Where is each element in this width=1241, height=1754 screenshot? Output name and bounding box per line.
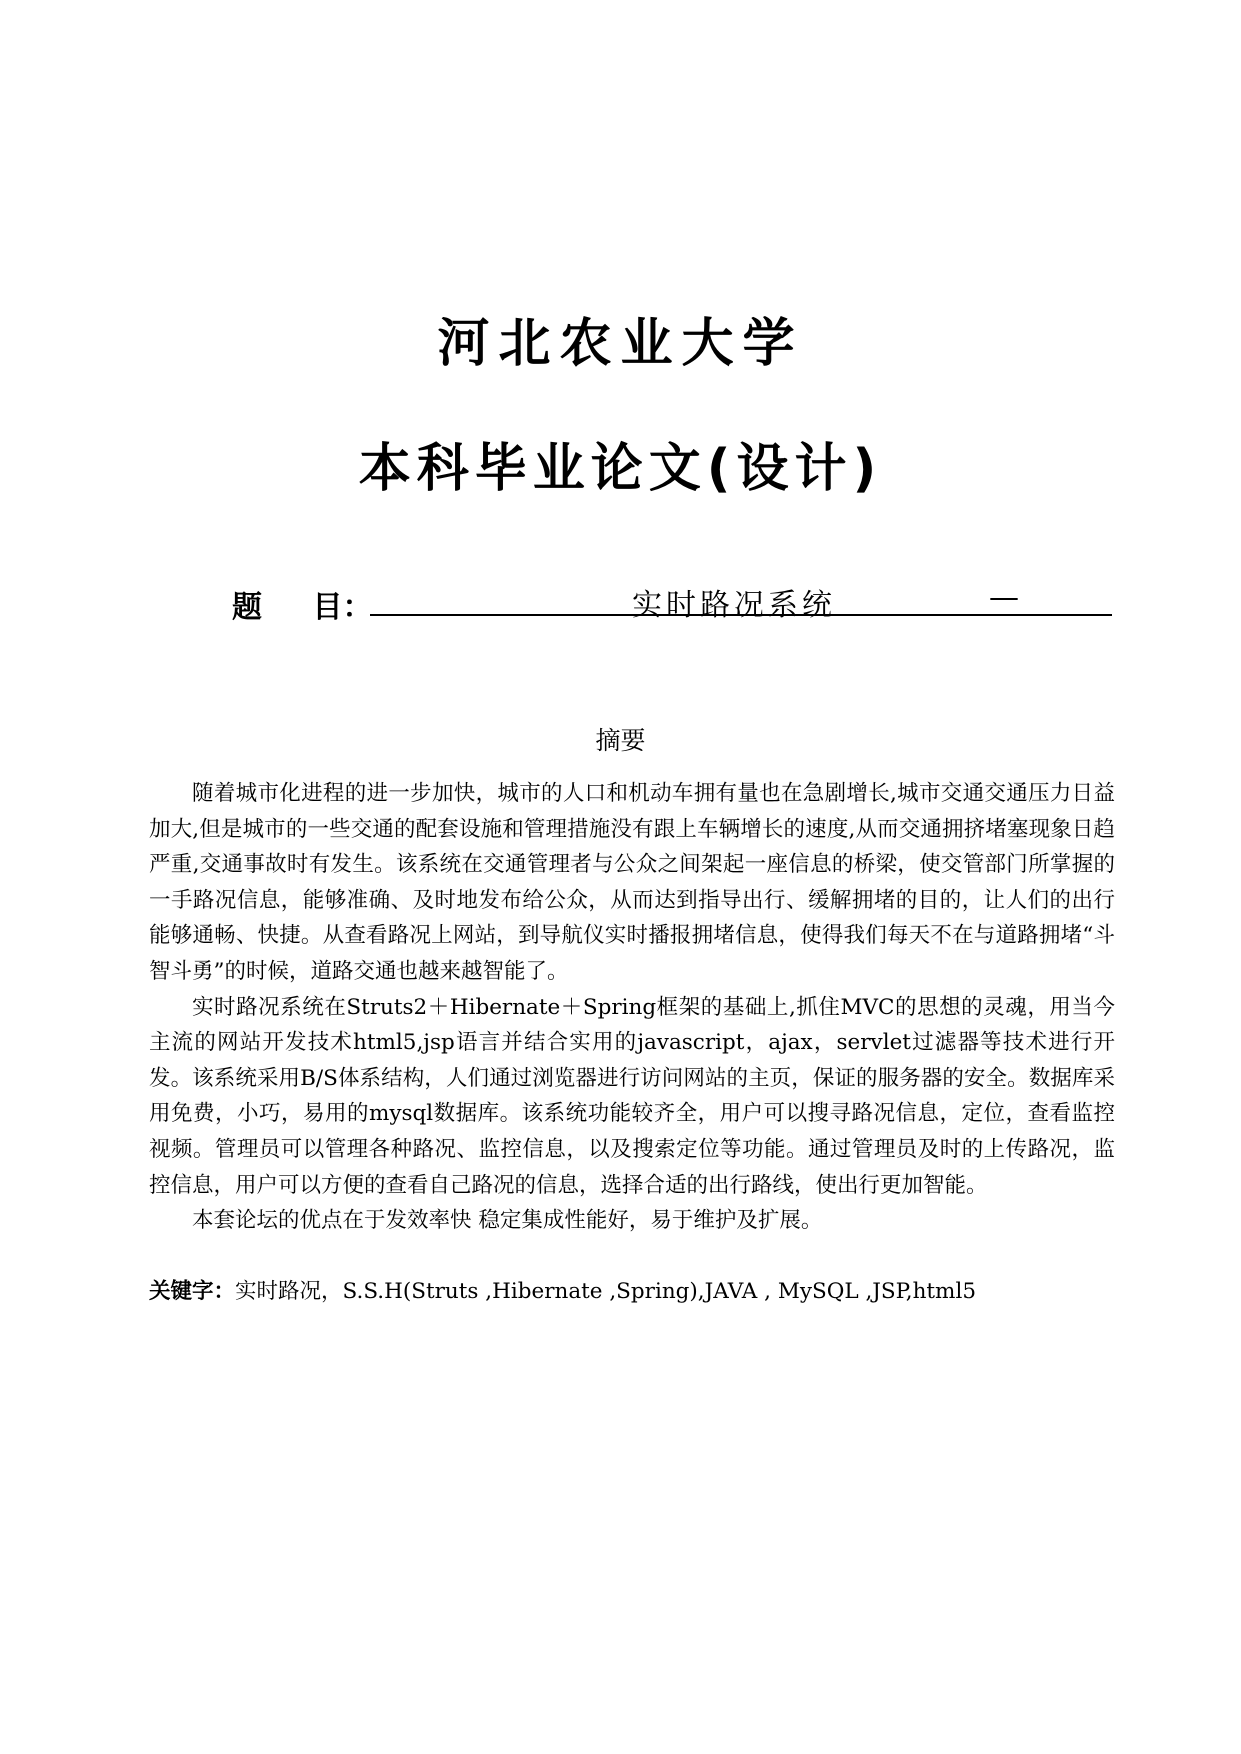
keywords-value: 实时路况，S.S.H(Struts ,Hibernate ,Spring),JAVA , MySQL ,JSP,html5: [235, 1279, 976, 1304]
document-type-heading: 本科毕业论文(设计): [358, 439, 883, 499]
thesis-title-row: [232, 580, 1112, 625]
abstract-paragraph: 本套论坛的优点在于发效率快 稳定集成性能好，易于维护及扩展。: [192, 1208, 823, 1234]
abstract-paragraph: 实时路况系统在Struts2＋Hibernate＋Spring框架的基础上,抓住MVC的思想的灵魂，用当今主流的网站开发技术html5,jsp语言并结合实用的javascript，ajax，servlet过滤器等技术进行开发。该系统采用B/S体系结构，人们通过浏览器进行访问网站的主页，保证的服务器的安全。数据库采用免费，小巧，易用的mysql数据库。该系统功能较齐全，用户可以搜寻路况信息，定位，查看监控视频。管理员可以管理各种路况、监控信息，以及搜索定位等功能。通过管理员及时的上传路况，监控信息，用户可以方便的查看自己路况的信息，选择合适的出行路线，使出行更加智能。: [149, 994, 1115, 1198]
university-name: 河北农业大学: [437, 314, 804, 374]
title-dash: —: [989, 580, 1019, 615]
title-label: 题 目：: [232, 590, 373, 625]
abstract-heading: 摘要: [595, 726, 646, 755]
thesis-title: 实时路况系统: [632, 588, 836, 623]
keywords-line: [149, 1278, 1115, 1306]
abstract-paragraph: 随着城市化进程的进一步加快，城市的人口和机动车拥有量也在急剧增长,城市交通交通压力日益加大,但是城市的一些交通的配套设施和管理措施没有跟上车辆增长的速度,从而交通拥挤堵塞现象日趋严重,交通事故时有发生。该系统在交通管理者与公众之间架起一座信息的桥梁，使交管部门所掌握的一手路况信息，能够准确、及时地发布给公众，从而达到指导出行、缓解拥堵的目的，让人们的出行能够通畅、快捷。从查看路况上网站，到导航仪实时播报拥堵信息，使得我们每天不在与道路拥堵“斗智斗勇”的时候，道路交通也越来越智能了。: [149, 781, 1115, 984]
abstract-body: [149, 776, 1115, 1239]
keywords-label: 关键字：: [149, 1279, 236, 1304]
